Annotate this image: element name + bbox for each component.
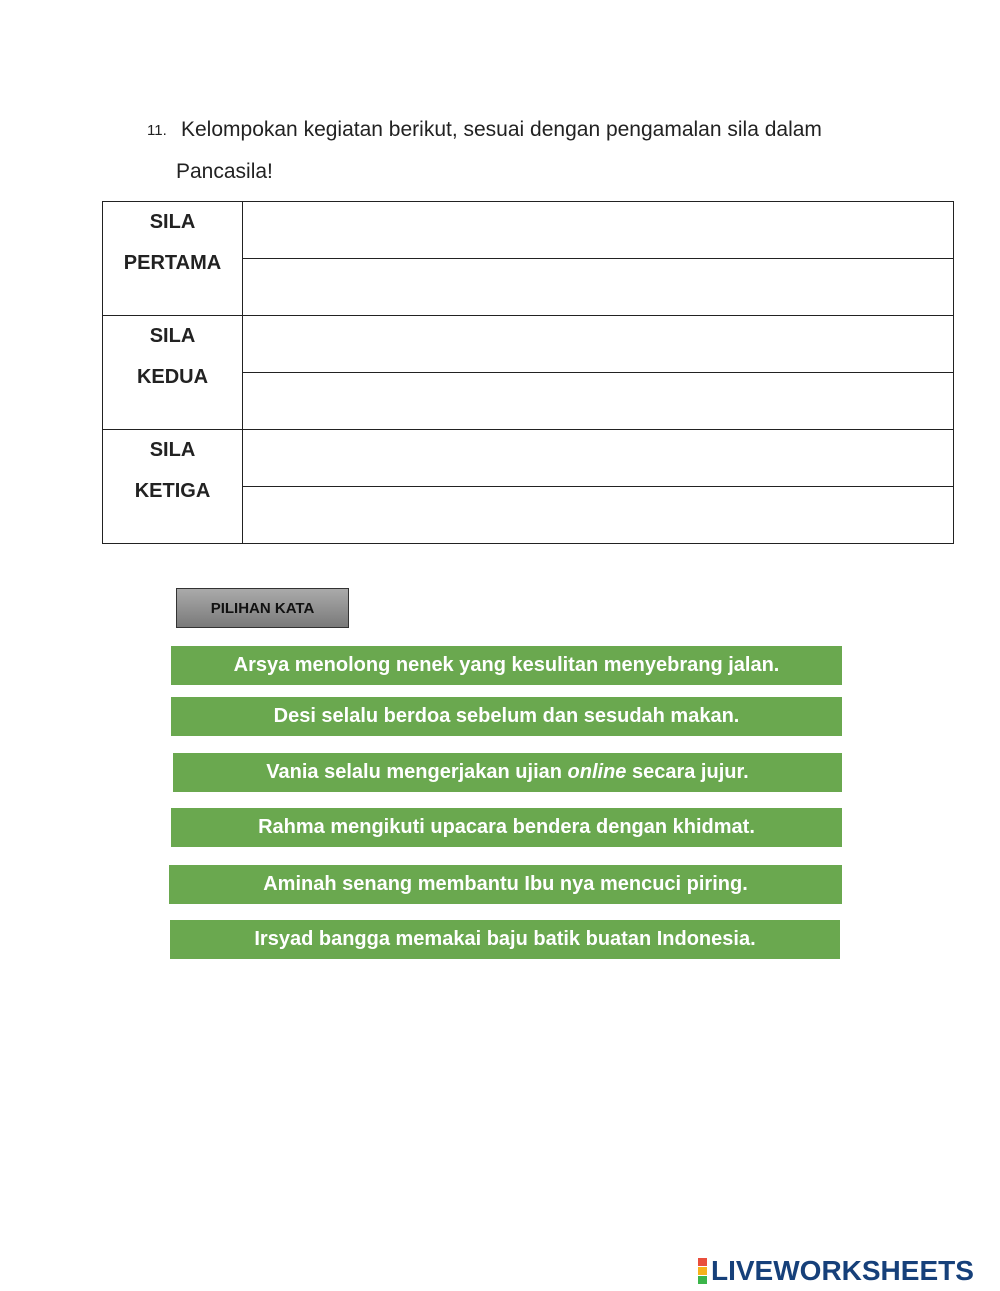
option-card[interactable]: Rahma mengikuti upacara bendera dengan khidmat. bbox=[171, 808, 842, 847]
logo-square bbox=[698, 1276, 707, 1284]
option-card[interactable]: Aminah senang membantu Ibu nya mencuci piring. bbox=[169, 865, 842, 904]
sila-label-line: SILA bbox=[149, 325, 196, 347]
logo-squares-icon bbox=[698, 1258, 707, 1284]
drop-slot[interactable] bbox=[243, 316, 954, 373]
pilihan-kata-header: PILIHAN KATA bbox=[176, 588, 349, 628]
logo-square bbox=[698, 1267, 707, 1275]
question-text-line2: Pancasila! bbox=[176, 160, 273, 183]
sila-table bbox=[102, 201, 954, 544]
option-card[interactable]: Arsya menolong nenek yang kesulitan menyebrang jalan. bbox=[171, 646, 842, 685]
sila-label-cell bbox=[103, 202, 243, 316]
option-text: secara jujur. bbox=[626, 761, 749, 783]
drop-slot[interactable] bbox=[243, 487, 954, 544]
liveworksheets-logo bbox=[698, 1256, 974, 1286]
sila-label-cell bbox=[103, 430, 243, 544]
logo-square bbox=[698, 1258, 707, 1266]
sila-label-line: KEDUA bbox=[136, 366, 209, 388]
sila-label-line: SILA bbox=[149, 439, 196, 461]
drop-slot[interactable] bbox=[243, 259, 954, 316]
sila-label-line: PERTAMA bbox=[123, 252, 222, 274]
drop-slot[interactable] bbox=[243, 373, 954, 430]
drop-slot[interactable] bbox=[243, 202, 954, 259]
logo-text: LIVEWORKSHEETS bbox=[711, 1255, 974, 1286]
sila-label-cell bbox=[103, 316, 243, 430]
drop-slot[interactable] bbox=[243, 430, 954, 487]
question-text-line1: Kelompokan kegiatan berikut, sesuai dengan pengamalan sila dalam bbox=[181, 118, 822, 141]
option-card[interactable] bbox=[173, 753, 842, 792]
sila-label-line: SILA bbox=[149, 211, 196, 233]
question-number: 11. bbox=[147, 122, 167, 139]
option-card[interactable]: Desi selalu berdoa sebelum dan sesudah makan. bbox=[171, 697, 842, 736]
sila-label-line: KETIGA bbox=[134, 480, 211, 502]
option-text: Vania selalu mengerjakan ujian bbox=[266, 761, 568, 783]
option-text-italic: online bbox=[567, 761, 627, 783]
option-card[interactable]: Irsyad bangga memakai baju batik buatan Indonesia. bbox=[170, 920, 840, 959]
